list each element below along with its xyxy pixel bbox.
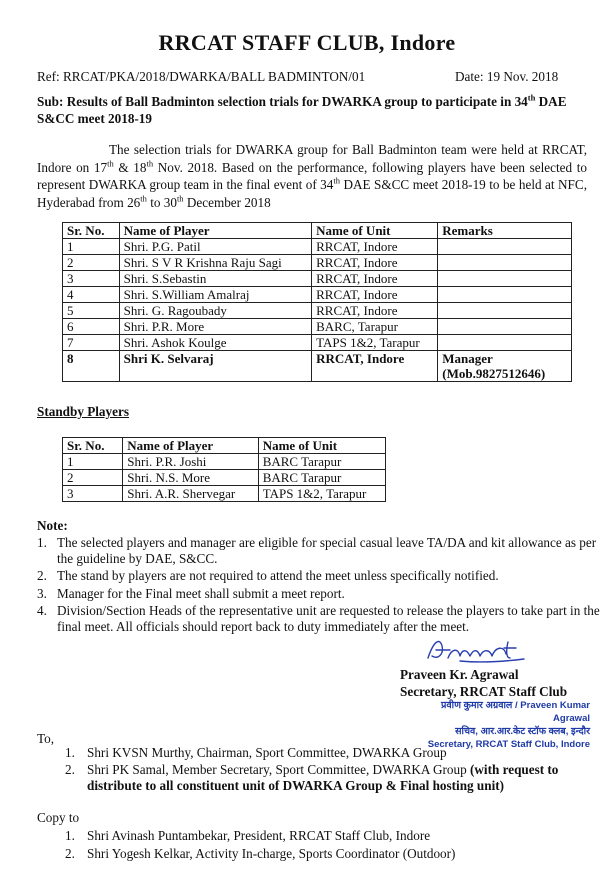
column-header: Name of Player [119, 223, 311, 239]
table-row [63, 470, 386, 486]
column-header: Sr. No. [63, 223, 120, 239]
official-stamp [418, 699, 590, 751]
intro-paragraph: The selection trials for DWARKA group for Ball Badminton team were held at RRCAT, Indore on 17th & 18th Nov. 2018. Based on the performance, following players have been selected to represent DWARKA group team in the final event of 34th DAE S&CC meet 2018-19 to be held at NFC, Hyderabad from 26th to 30th December 2018 [37, 142, 587, 210]
notes-list [37, 535, 607, 636]
copy-text: Shri Avinash Puntambekar, President, RRCAT Staff Club, Indore [87, 828, 431, 843]
note-number: 2. [37, 568, 47, 583]
subject-line: Sub: Results of Ball Badminton selection trials for DWARKA group to participate in 34th DAE S&CC meet 2018-19 [37, 92, 567, 126]
table-cell: 2 [63, 470, 123, 486]
table-cell [438, 287, 572, 303]
table-cell: RRCAT, Indore [312, 351, 438, 382]
selected-players-table [62, 222, 572, 382]
table-cell: 3 [63, 271, 120, 287]
table-cell [438, 335, 572, 351]
column-header: Name of Unit [312, 223, 438, 239]
note-number: 1. [37, 535, 47, 550]
table-cell: BARC Tarapur [258, 454, 385, 470]
column-header: Sr. No. [63, 438, 123, 454]
table-cell: Shri K. Selvaraj [119, 351, 311, 382]
table-row [63, 271, 572, 287]
recipient-item [65, 762, 595, 794]
table-cell: 1 [63, 239, 120, 255]
table-cell: RRCAT, Indore [312, 255, 438, 271]
recipient-text: Shri KVSN Murthy, Chairman, Sport Committee, DWARKA Group [87, 745, 447, 760]
signatory-designation: Secretary, RRCAT Staff Club [400, 684, 568, 699]
table-cell: Shri. P.G. Patil [119, 239, 311, 255]
column-header: Name of Player [123, 438, 258, 454]
notes-heading: Note: [37, 518, 68, 533]
note-item [37, 535, 607, 566]
note-item [37, 568, 607, 584]
table-row [63, 319, 572, 335]
table-cell: Shri. N.S. More [123, 470, 258, 486]
table-cell [438, 351, 572, 382]
recipient-number: 2. [65, 762, 75, 777]
table-cell: Shri. Ashok Koulge [119, 335, 311, 351]
table-cell: 3 [63, 486, 123, 502]
table-cell: BARC, Tarapur [312, 319, 438, 335]
table-cell: 4 [63, 287, 120, 303]
recipient-text: Shri PK Samal, Member Secretary, Sport Committee, DWARKA Group [87, 762, 470, 777]
table-cell: 7 [63, 335, 120, 351]
table-row [63, 335, 572, 351]
recipient-request: (with request to distribute to all constituent unit of DWARKA Group & Final hosting unit) [87, 762, 559, 793]
table-header-row [63, 223, 572, 239]
table-cell [438, 319, 572, 335]
table-cell: 1 [63, 454, 123, 470]
note-text: Division/Section Heads of the representative unit are requested to release the players to take part in the final meet. All officials should report back to duty immediately after the meet. [57, 603, 600, 634]
table-cell [438, 239, 572, 255]
copy-number: 2. [65, 846, 75, 861]
table-cell: RRCAT, Indore [312, 287, 438, 303]
note-text: The stand by players are not required to attend the meet unless specifically notified. [57, 568, 499, 583]
signatory-block [400, 666, 567, 700]
manager-row [63, 351, 572, 382]
table-cell [438, 255, 572, 271]
note-number: 4. [37, 603, 47, 618]
table-cell: Shri. P.R. Joshi [123, 454, 258, 470]
column-header: Name of Unit [258, 438, 385, 454]
table-cell [438, 271, 572, 287]
table-cell: Shri. P.R. More [119, 319, 311, 335]
standby-players-table [62, 437, 386, 502]
standby-heading: Standby Players [37, 404, 129, 419]
table-cell: TAPS 1&2, Tarapur [258, 486, 385, 502]
manager-remark: Manager [442, 351, 493, 366]
note-item [37, 603, 607, 634]
stamp-line: प्रवीण कुमार अग्रवाल / Praveen Kumar Agrawal [440, 700, 590, 724]
copy-item [65, 845, 595, 863]
table-cell: RRCAT, Indore [312, 239, 438, 255]
column-header: Remarks [438, 223, 572, 239]
reference-number: Ref: RRCAT/PKA/2018/DWARKA/BALL BADMINTON/01 [37, 69, 366, 84]
table-cell: 2 [63, 255, 120, 271]
note-number: 3. [37, 585, 47, 601]
document-date: Date: 19 Nov. 2018 [455, 69, 559, 84]
manager-mobile: (Mob.9827512646) [442, 366, 546, 381]
table-cell: 8 [63, 351, 120, 382]
table-row [63, 287, 572, 303]
table-cell: 5 [63, 303, 120, 319]
table-cell: BARC Tarapur [258, 470, 385, 486]
stamp-line: सचिव, आर.आर.केट स्टॉफ क्लब, इन्दौर [455, 726, 590, 737]
table-header-row [63, 438, 386, 454]
table-cell: Shri. S.Sebastin [119, 271, 311, 287]
table-row [63, 303, 572, 319]
to-label: To, [37, 731, 55, 746]
table-row [63, 255, 572, 271]
document-title: RRCAT STAFF CLUB, Indore [158, 30, 456, 55]
recipient-number: 1. [65, 745, 75, 760]
recipient-list [65, 745, 595, 795]
copy-number: 1. [65, 828, 75, 843]
table-row [63, 486, 386, 502]
stamp-line: Secretary, RRCAT Staff Club, Indore [427, 739, 590, 750]
signatory-name: Praveen Kr. Agrawal [400, 667, 519, 682]
table-cell: Shri. G. Ragoubady [119, 303, 311, 319]
copy-to-label: Copy to [37, 810, 80, 825]
table-cell: RRCAT, Indore [312, 271, 438, 287]
note-text: The selected players and manager are eligible for special casual leave TA/DA and kit allowance as per the guideline by DAE, S&CC. [57, 535, 597, 566]
table-cell: RRCAT, Indore [312, 303, 438, 319]
note-item [37, 586, 607, 602]
table-cell: Shri. S V R Krishna Raju Sagi [119, 255, 311, 271]
copy-item [65, 827, 595, 845]
recipient-item [65, 745, 595, 761]
handwritten-signature [420, 634, 530, 664]
table-cell: Shri. A.R. Shervegar [123, 486, 258, 502]
copy-list [65, 827, 595, 863]
table-cell: 6 [63, 319, 120, 335]
table-row [63, 454, 386, 470]
table-row [63, 239, 572, 255]
copy-text: Shri Yogesh Kelkar, Activity In-charge, Sports Coordinator (Outdoor) [87, 846, 456, 861]
table-cell: Shri. S.William Amalraj [119, 287, 311, 303]
table-cell [438, 303, 572, 319]
table-cell: TAPS 1&2, Tarapur [312, 335, 438, 351]
note-text: Manager for the Final meet shall submit a meet report. [57, 585, 345, 601]
